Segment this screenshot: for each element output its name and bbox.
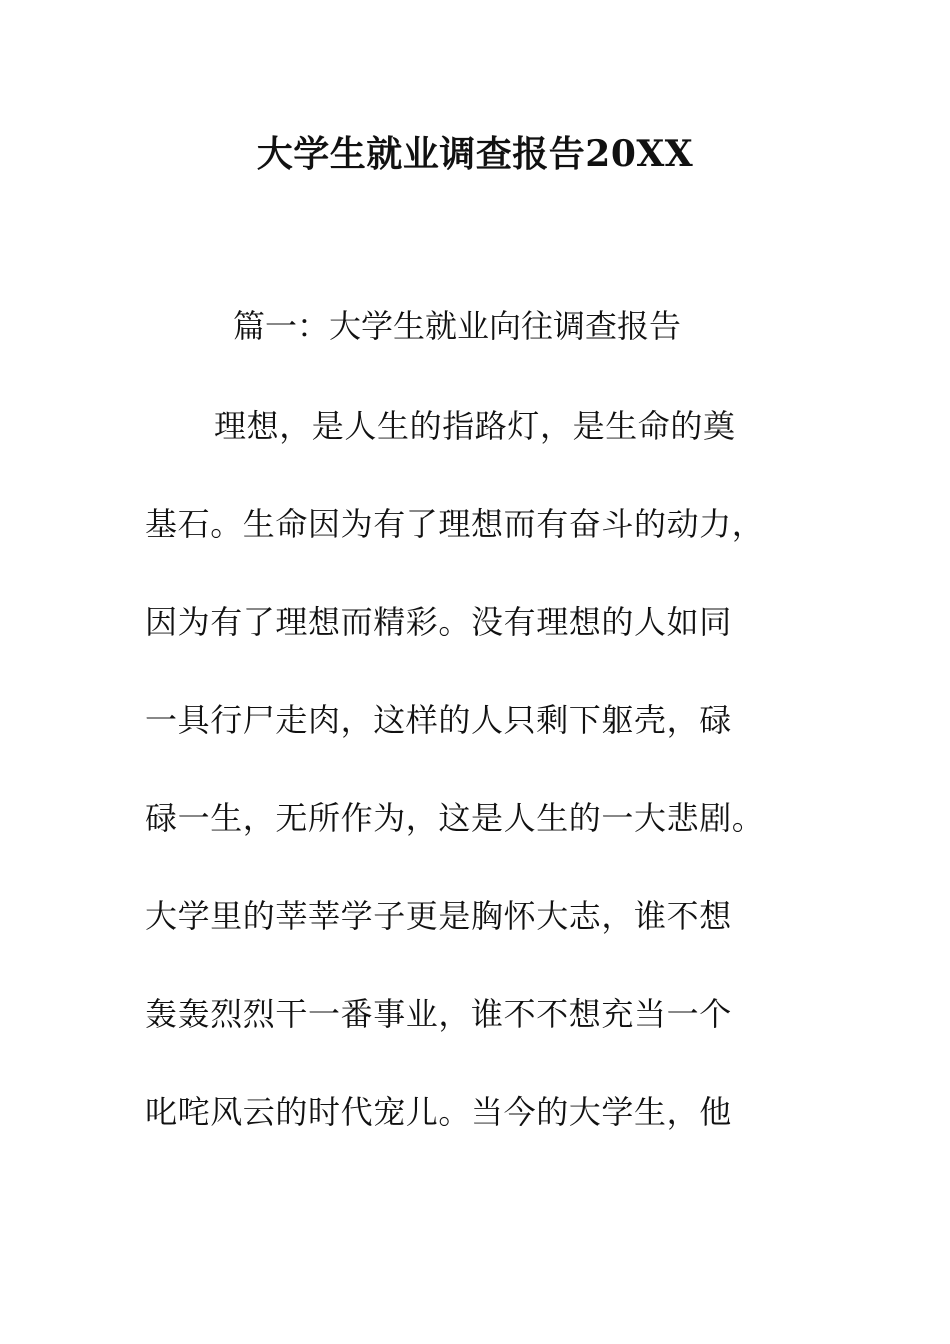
paragraph-line-3: 因为有了理想而精彩。没有理想的人如同 (145, 603, 732, 641)
section-title: 篇一：大学生就业向往调查报告 (233, 307, 682, 345)
paragraph-line-6: 大学里的莘莘学子更是胸怀大志，谁不想 (145, 897, 732, 935)
paragraph-line-1: 理想，是人生的指路灯，是生命的奠 (214, 407, 736, 445)
paragraph-line-2: 基石。生命因为有了理想而有奋斗的动力， (145, 505, 765, 543)
paragraph-line-5: 碌一生，无所作为，这是人生的一大悲剧。 (145, 799, 765, 837)
document-title: 大学生就业调查报告20XX (256, 133, 694, 175)
paragraph-line-4: 一具行尸走肉，这样的人只剩下躯壳，碌 (145, 701, 732, 739)
paragraph-line-8: 叱咤风云的时代宠儿。当今的大学生，他 (145, 1093, 732, 1131)
paragraph-line-7: 轰轰烈烈干一番事业，谁不不想充当一个 (145, 995, 732, 1033)
